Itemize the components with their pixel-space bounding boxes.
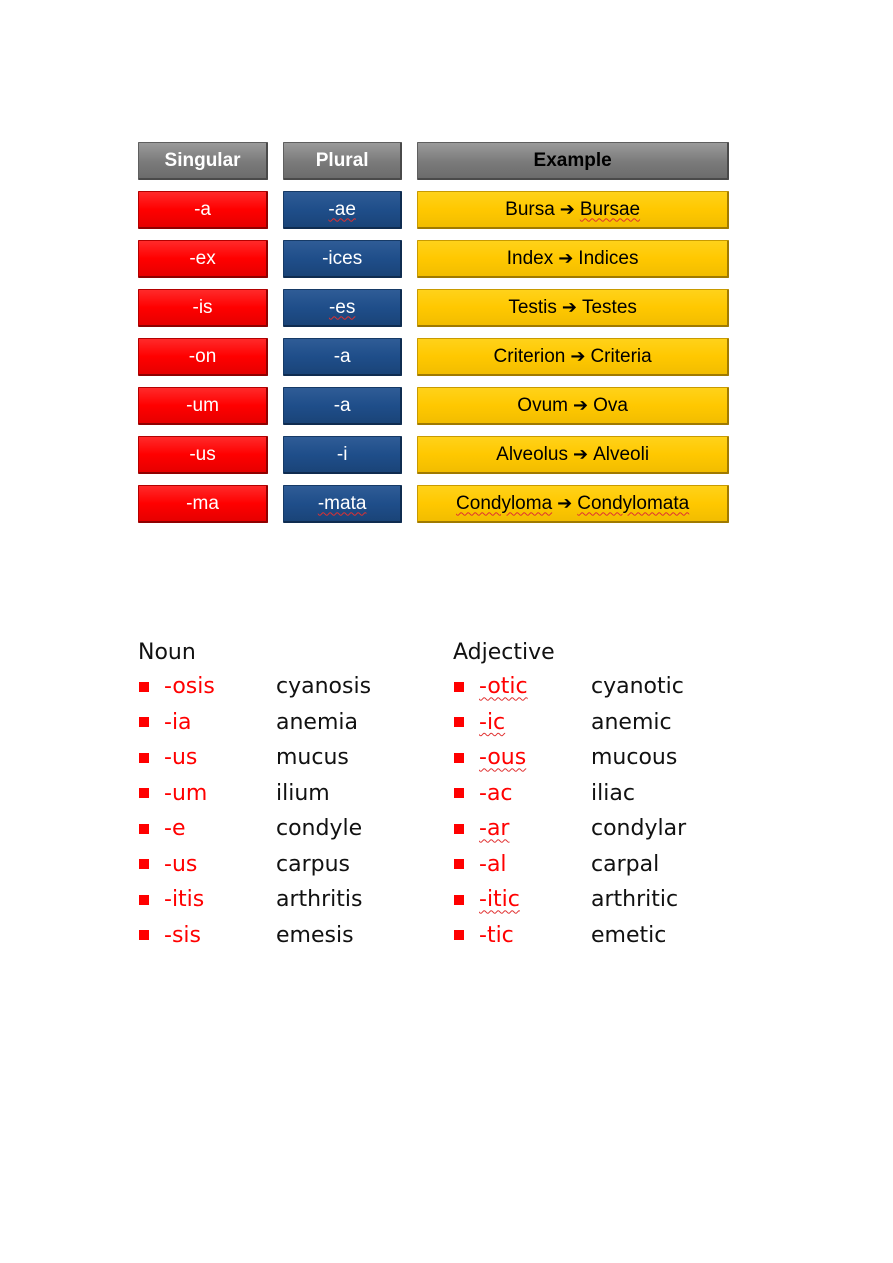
example-to: Alveoli [593, 443, 650, 465]
adjective-word: arthritic [591, 887, 679, 913]
arrow-right-icon: ➔ [572, 444, 589, 465]
arrow-right-icon: ➔ [572, 395, 589, 416]
noun-word: mucus [276, 745, 349, 771]
example [417, 289, 729, 327]
arrow-right-icon: ➔ [558, 248, 574, 269]
noun-suffix: -sis [164, 922, 201, 948]
adjective-suffix [479, 710, 591, 735]
adjective-word: anemic [591, 709, 672, 735]
example-to: Testes [581, 296, 637, 318]
adjective-suffix [479, 745, 591, 770]
square-bullet-icon [454, 930, 464, 940]
adjective-suffix [479, 887, 591, 912]
example-to: Criteria [590, 345, 652, 367]
plural-suffix-text: -es [328, 296, 356, 318]
example-to: Ova [593, 394, 628, 416]
plural-suffix [283, 338, 402, 376]
plural-suffix [283, 485, 402, 523]
noun-suffix: -e [164, 816, 186, 842]
noun-word: emesis [276, 922, 354, 948]
example [417, 436, 729, 474]
list-item [453, 847, 686, 883]
adjective-suffix-list [453, 637, 686, 953]
example [417, 191, 729, 229]
list-item [453, 811, 686, 847]
arrow-right-icon: ➔ [561, 297, 577, 318]
plural-suffix [283, 240, 402, 278]
list-item [453, 918, 686, 954]
adjective-word: iliac [591, 780, 635, 806]
example-from: Criterion [493, 345, 566, 367]
plural-suffix [283, 387, 402, 425]
list-item [453, 882, 686, 918]
adjective-suffix-text: -tic [479, 922, 514, 948]
header-plural: Plural [283, 142, 402, 180]
singular-suffix: -on [138, 338, 268, 376]
adjective-suffix-text: -itic [479, 887, 520, 913]
example-to: Indices [578, 247, 639, 269]
adjective-word: carpal [591, 851, 660, 877]
table-row [138, 436, 729, 476]
square-bullet-icon [139, 788, 149, 798]
square-bullet-icon [139, 824, 149, 834]
singular-suffix: -ma [138, 485, 268, 523]
list-item [138, 918, 371, 954]
arrow-right-icon: ➔ [570, 346, 586, 367]
header-singular: Singular [138, 142, 268, 180]
square-bullet-icon [454, 788, 464, 798]
square-bullet-icon [454, 859, 464, 869]
adjective-suffix-text: -ic [479, 709, 506, 735]
square-bullet-icon [139, 717, 149, 727]
example [417, 387, 729, 425]
list-item [138, 669, 371, 705]
adjective-suffix-text: -ar [479, 816, 510, 842]
adjective-suffix-text: -ac [479, 780, 513, 806]
list-item [453, 740, 686, 776]
table-row [138, 289, 729, 329]
list-item [453, 669, 686, 705]
list-item [138, 705, 371, 741]
list-item [138, 847, 371, 883]
adjective-suffix [479, 923, 591, 948]
square-bullet-icon [454, 824, 464, 834]
plural-suffix-text: -a [333, 345, 351, 367]
noun-word: condyle [276, 816, 363, 842]
adjective-word: cyanotic [591, 674, 684, 700]
example [417, 485, 729, 523]
square-bullet-icon [454, 753, 464, 763]
singular-suffix: -ex [138, 240, 268, 278]
plural-rules-table [138, 142, 729, 534]
noun-word: ilium [276, 780, 330, 806]
plural-suffix [283, 191, 402, 229]
square-bullet-icon [139, 930, 149, 940]
square-bullet-icon [139, 895, 149, 905]
plural-suffix [283, 436, 402, 474]
header-example: Example [417, 142, 729, 180]
list-item [138, 776, 371, 812]
singular-suffix: -us [138, 436, 268, 474]
list-item [138, 882, 371, 918]
adjective-word: mucous [591, 745, 678, 771]
adjective-suffix [479, 674, 591, 699]
square-bullet-icon [454, 895, 464, 905]
arrow-right-icon: ➔ [559, 199, 575, 220]
list-item [453, 776, 686, 812]
adjective-word: condylar [591, 816, 687, 842]
plural-suffix-text: -a [333, 394, 351, 416]
table-row [138, 387, 729, 427]
noun-suffix: -us [164, 851, 198, 877]
adjective-suffix [479, 852, 591, 877]
example [417, 338, 729, 376]
table-row [138, 338, 729, 378]
table-row [138, 485, 729, 525]
square-bullet-icon [139, 859, 149, 869]
list-item [453, 705, 686, 741]
example [417, 240, 729, 278]
singular-suffix: -a [138, 191, 268, 229]
list-item [138, 811, 371, 847]
arrow-right-icon: ➔ [557, 493, 573, 514]
singular-suffix: -um [138, 387, 268, 425]
adjective-suffix [479, 781, 591, 806]
noun-suffix: -ia [164, 709, 192, 735]
square-bullet-icon [139, 753, 149, 763]
example-from: Testis [508, 296, 557, 318]
plural-suffix-text: -ices [322, 247, 363, 269]
example-from: Index [506, 247, 554, 269]
noun-word: carpus [276, 851, 350, 877]
table-row [138, 240, 729, 280]
example-from: Alveolus [496, 443, 568, 465]
noun-word: arthritis [276, 887, 363, 913]
singular-suffix: -is [138, 289, 268, 327]
noun-suffix-list [138, 637, 371, 953]
adjective-suffix [479, 816, 591, 841]
example-from: Bursa [505, 198, 555, 220]
example-to: Condylomata [577, 492, 690, 514]
noun-suffix: -itis [164, 887, 205, 913]
noun-suffix: -osis [164, 674, 215, 700]
list-item [138, 740, 371, 776]
adjective-word: emetic [591, 922, 667, 948]
noun-suffix: -us [164, 745, 198, 771]
plural-suffix-text: -i [336, 443, 348, 465]
adjective-suffix-text: -ous [479, 745, 527, 771]
noun-word: anemia [276, 709, 358, 735]
example-to: Bursae [579, 198, 641, 220]
adjective-suffix-text: -otic [479, 674, 528, 700]
noun-title: Noun [138, 640, 196, 665]
square-bullet-icon [454, 717, 464, 727]
adjective-suffix-text: -al [479, 851, 507, 877]
adjective-title: Adjective [453, 640, 555, 665]
example-from: Condyloma [456, 492, 553, 514]
plural-suffix-text: -mata [317, 492, 367, 514]
noun-suffix: -um [164, 780, 208, 806]
plural-suffix-text: -ae [328, 198, 356, 220]
square-bullet-icon [139, 682, 149, 692]
table-header-row [138, 142, 729, 182]
example-from: Ovum [517, 394, 568, 416]
table-row [138, 191, 729, 231]
square-bullet-icon [454, 682, 464, 692]
noun-word: cyanosis [276, 674, 372, 700]
plural-suffix [283, 289, 402, 327]
